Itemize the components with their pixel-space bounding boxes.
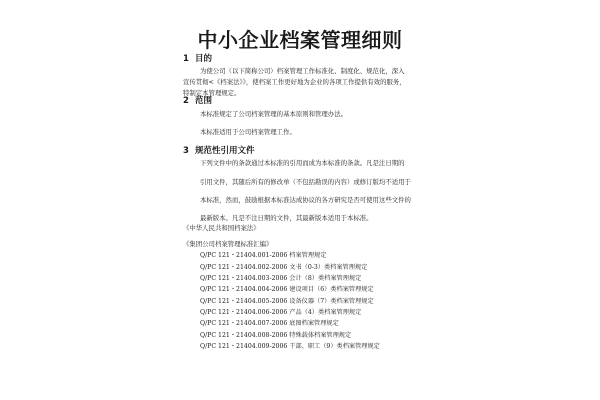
section-2-heading: [183, 96, 212, 107]
section-3-line: 本标准，然而，鼓励根据本标准达成协议的各方研究是否可使用这些文件的: [200, 196, 411, 204]
standard-item: Q/PC 121・21404.001-2006 档案管理规定: [200, 252, 327, 259]
section-number: 2: [183, 96, 189, 106]
reference-law: 《中华人民共和国档案法》: [183, 224, 260, 232]
section-2-paragraph: 本标准适用于公司档案管理工作。: [200, 128, 296, 136]
section-1-heading: [183, 54, 212, 65]
reference-collection: 《集团公司档案管理标准汇编》: [183, 240, 273, 248]
section-title: 规范性引用文件: [195, 146, 255, 156]
standard-item: Q/PC 121・21404.002-2006 文书（0-3）类档案管理规定: [200, 264, 368, 271]
section-title: 目的: [195, 54, 213, 64]
standard-item: Q/PC 121・21404.004-2006 建设项目（6）类档案管理规定: [200, 286, 374, 293]
section-2-paragraph: 本标准规定了公司档案管理的基本原则和管理办法。: [200, 110, 347, 118]
standard-item: Q/PC 121・21404.006-2006 产品（4）类档案管理规定: [200, 309, 362, 316]
document-title: 中小企业档案管理细则: [197, 28, 403, 52]
section-3-line: 下列文件中的条款通过本标准的引用而成为本标准的条款。凡是注日期的: [200, 159, 405, 167]
section-1-line: 特制定本管理规定。: [183, 89, 241, 97]
section-3-line: 最新版本。凡是不注日期的文件，其最新版本适用于本标准。: [200, 214, 373, 222]
section-1-line: 为使公司（以下简称公司）档案管理工作标准化、制度化、规范化，深入: [200, 67, 405, 75]
section-1-line: 宣传贯彻<《档案法》》，使档案工作更好地为企业的各项工作提供有效的服务，: [183, 78, 406, 86]
standard-item: Q/PC 121・21404.009-2006 干部、职工（9）类档案管理规定: [200, 343, 380, 350]
standard-item: Q/PC 121・21404.005-2006 设备仪器（7）类档案管理规定: [200, 298, 374, 305]
section-number: 3: [183, 146, 189, 156]
standard-item: Q/PC 121・21404.008-2006 特殊载体档案管理规定: [200, 332, 352, 339]
section-3-line: 引用文件，其随后所有的修改单（不包括勘误的内容）或修订版均不适用于: [200, 178, 411, 186]
standard-item: Q/PC 121・21404.003-2006 会计（8）类档案管理规定: [200, 275, 362, 282]
standard-item: Q/PC 121・21404.007-2006 底图档案管理规定: [200, 320, 339, 327]
section-number: 1: [183, 54, 189, 64]
section-title: 范围: [195, 96, 213, 106]
section-3-heading: [183, 146, 255, 157]
